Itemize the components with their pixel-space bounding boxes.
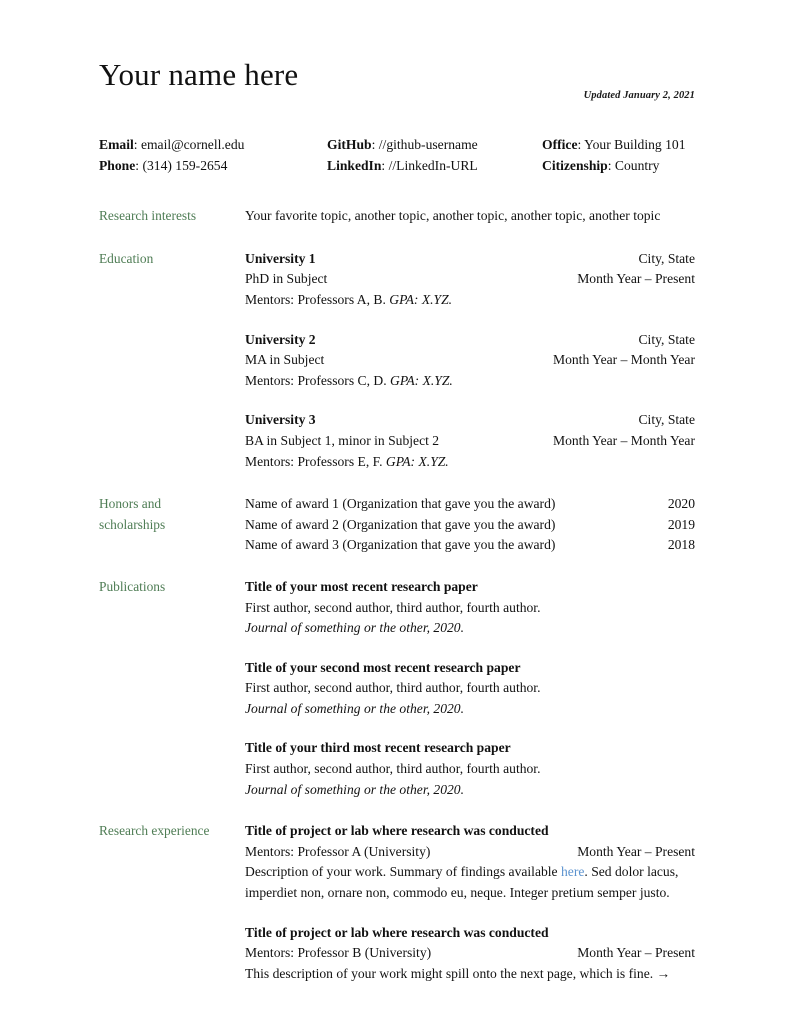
page-title: Your name here <box>99 57 299 92</box>
research-experience-desc-after-link: . Sed dolor lacus, imperdiet non, ornare non, commodo eu, neque. Integer pretium semper justo. <box>245 864 679 901</box>
publication-title-row <box>245 577 695 598</box>
contact-linkedin-value[interactable]: //LinkedIn-URL <box>388 157 478 173</box>
education-mentors-row <box>245 452 695 473</box>
section-label-honors-line1: Honors and <box>99 496 162 512</box>
education-entry-header <box>245 330 695 351</box>
publication-title: Title of your second most recent research paper <box>245 659 521 675</box>
section-honors <box>99 494 695 556</box>
publication-title: Title of your third most recent research paper <box>245 740 511 756</box>
education-institution: University 1 <box>245 250 316 266</box>
publication-entry <box>245 658 695 720</box>
page-continues-arrow-icon: → <box>656 965 671 981</box>
research-experience-mentors-row <box>245 943 695 964</box>
contact-phone-label: Phone <box>99 157 136 173</box>
research-experience-dates: Month Year – Present <box>577 945 695 961</box>
publication-entry <box>245 577 695 639</box>
contact-phone <box>99 156 327 177</box>
section-research-experience <box>99 821 695 984</box>
publication-entry <box>245 738 695 800</box>
contact-github-label: GitHub <box>327 137 372 152</box>
research-summary-link[interactable]: here <box>561 864 585 880</box>
contact-github-sep: : <box>371 137 379 152</box>
section-body-research-interests <box>245 206 695 227</box>
education-entry-degree-row <box>245 350 695 371</box>
contact-citizenship-value: Country <box>614 157 660 173</box>
publication-title-row <box>245 738 695 759</box>
contact-linkedin-sep: : <box>381 157 389 173</box>
contact-column-2 <box>327 135 542 176</box>
education-entry <box>245 410 695 472</box>
section-label-publications: Publications <box>99 578 166 594</box>
section-publications <box>99 577 695 800</box>
contact-office-sep: : <box>577 137 585 152</box>
contact-github <box>327 135 542 156</box>
publication-venue: Journal of something or the other, 2020. <box>245 620 464 636</box>
research-experience-desc-before-link: Description of your work. Summary of findings available <box>245 864 561 880</box>
education-institution: University 2 <box>245 331 316 347</box>
research-experience-entry <box>245 821 695 903</box>
contact-column-1 <box>99 135 327 176</box>
education-dates: Month Year – Month Year <box>553 352 695 368</box>
contact-office-value: Your Building 101 <box>584 137 686 152</box>
education-institution: University 3 <box>245 412 316 428</box>
contact-github-value[interactable]: //github-username <box>378 137 478 152</box>
research-experience-entry <box>245 923 695 985</box>
education-entry <box>245 330 695 392</box>
education-location: City, State <box>638 331 695 347</box>
honors-item <box>245 535 695 556</box>
publication-authors: First author, second author, third author, fourth author. <box>245 599 541 615</box>
contact-block <box>99 105 695 176</box>
research-interests-text: Your favorite topic, another topic, another topic, another topic, another topic <box>245 208 661 224</box>
honors-year: 2020 <box>667 496 695 512</box>
education-location: City, State <box>638 250 695 266</box>
section-body-honors <box>245 494 695 556</box>
research-experience-mentors: Mentors: Professor B (University) <box>245 945 432 961</box>
honors-item <box>245 515 695 536</box>
section-body-publications <box>245 577 695 800</box>
section-label-education: Education <box>99 250 154 266</box>
education-dates: Month Year – Month Year <box>553 432 695 448</box>
research-experience-desc-before-link: This description of your work might spill onto the next page, which is fine. <box>245 965 657 981</box>
honors-item <box>245 494 695 515</box>
publication-venue: Journal of something or the other, 2020. <box>245 700 464 716</box>
section-label-research-experience: Research experience <box>99 823 210 839</box>
contact-email-value: email@cornell.edu <box>140 137 245 152</box>
publication-venue: Journal of something or the other, 2020. <box>245 781 464 797</box>
education-entry-degree-row <box>245 431 695 452</box>
contact-office-label: Office <box>542 137 578 152</box>
honors-year: 2018 <box>667 537 695 553</box>
contact-linkedin <box>327 156 542 177</box>
contact-citizenship-label: Citizenship <box>542 157 608 173</box>
contact-email-sep: : <box>133 137 141 152</box>
research-experience-mentors: Mentors: Professor A (University) <box>245 843 431 859</box>
section-education <box>99 249 695 472</box>
cv-sections <box>99 176 695 984</box>
research-experience-title: Title of project or lab where research was conducted <box>245 823 549 839</box>
section-research-interests <box>99 206 695 227</box>
section-body-research-experience <box>245 821 695 984</box>
contact-email-label: Email <box>99 137 134 152</box>
section-body-education <box>245 249 695 472</box>
contact-linkedin-label: LinkedIn <box>327 157 382 173</box>
education-entry <box>245 249 695 311</box>
education-dates: Month Year – Present <box>577 271 695 287</box>
education-mentors: Mentors: Professors C, D. <box>245 372 390 388</box>
education-gpa: GPA: X.YZ. <box>389 291 453 307</box>
education-location: City, State <box>638 412 695 428</box>
section-label-research-interests: Research interests <box>99 208 197 224</box>
research-experience-description <box>245 964 695 985</box>
education-degree: PhD in Subject <box>245 271 328 287</box>
education-entry-degree-row <box>245 269 695 290</box>
contact-email <box>99 135 327 156</box>
research-experience-mentors-row <box>245 842 695 863</box>
cv-header <box>99 0 695 105</box>
education-degree: MA in Subject <box>245 352 325 368</box>
publication-authors: First author, second author, third author, fourth author. <box>245 761 541 777</box>
contact-column-3 <box>542 135 694 176</box>
honors-name: Name of award 1 (Organization that gave you the award) <box>245 496 556 512</box>
education-mentors: Mentors: Professors E, F. <box>245 453 386 469</box>
education-gpa: GPA: X.YZ. <box>385 453 449 469</box>
education-mentors: Mentors: Professors A, B. <box>245 291 390 307</box>
publication-title-row <box>245 658 695 679</box>
contact-citizenship-sep: : <box>607 157 615 173</box>
research-experience-title: Title of project or lab where research was conducted <box>245 924 549 940</box>
section-label-honors-line2: scholarships <box>99 516 166 532</box>
honors-name: Name of award 3 (Organization that gave you the award) <box>245 537 556 553</box>
contact-phone-value: (314) 159-2654 <box>142 157 228 173</box>
publication-title: Title of your most recent research paper <box>245 578 478 594</box>
updated-date: Updated January 2, 2021 <box>583 90 695 101</box>
education-mentors-row <box>245 371 695 392</box>
publication-authors: First author, second author, third author, fourth author. <box>245 680 541 696</box>
research-experience-dates: Month Year – Present <box>577 843 695 859</box>
honors-name: Name of award 2 (Organization that gave you the award) <box>245 516 556 532</box>
research-experience-description <box>245 862 695 903</box>
section-label-honors <box>99 494 245 535</box>
education-entry-header <box>245 410 695 431</box>
contact-office <box>542 135 694 156</box>
research-experience-title-row <box>245 923 695 944</box>
honors-year: 2019 <box>667 516 695 532</box>
education-gpa: GPA: X.YZ. <box>390 372 453 388</box>
contact-citizenship <box>542 156 694 177</box>
research-experience-title-row <box>245 821 695 842</box>
contact-phone-sep: : <box>135 157 143 173</box>
education-degree: BA in Subject 1, minor in Subject 2 <box>245 432 440 448</box>
education-mentors-row <box>245 290 695 311</box>
education-entry-header <box>245 249 695 270</box>
